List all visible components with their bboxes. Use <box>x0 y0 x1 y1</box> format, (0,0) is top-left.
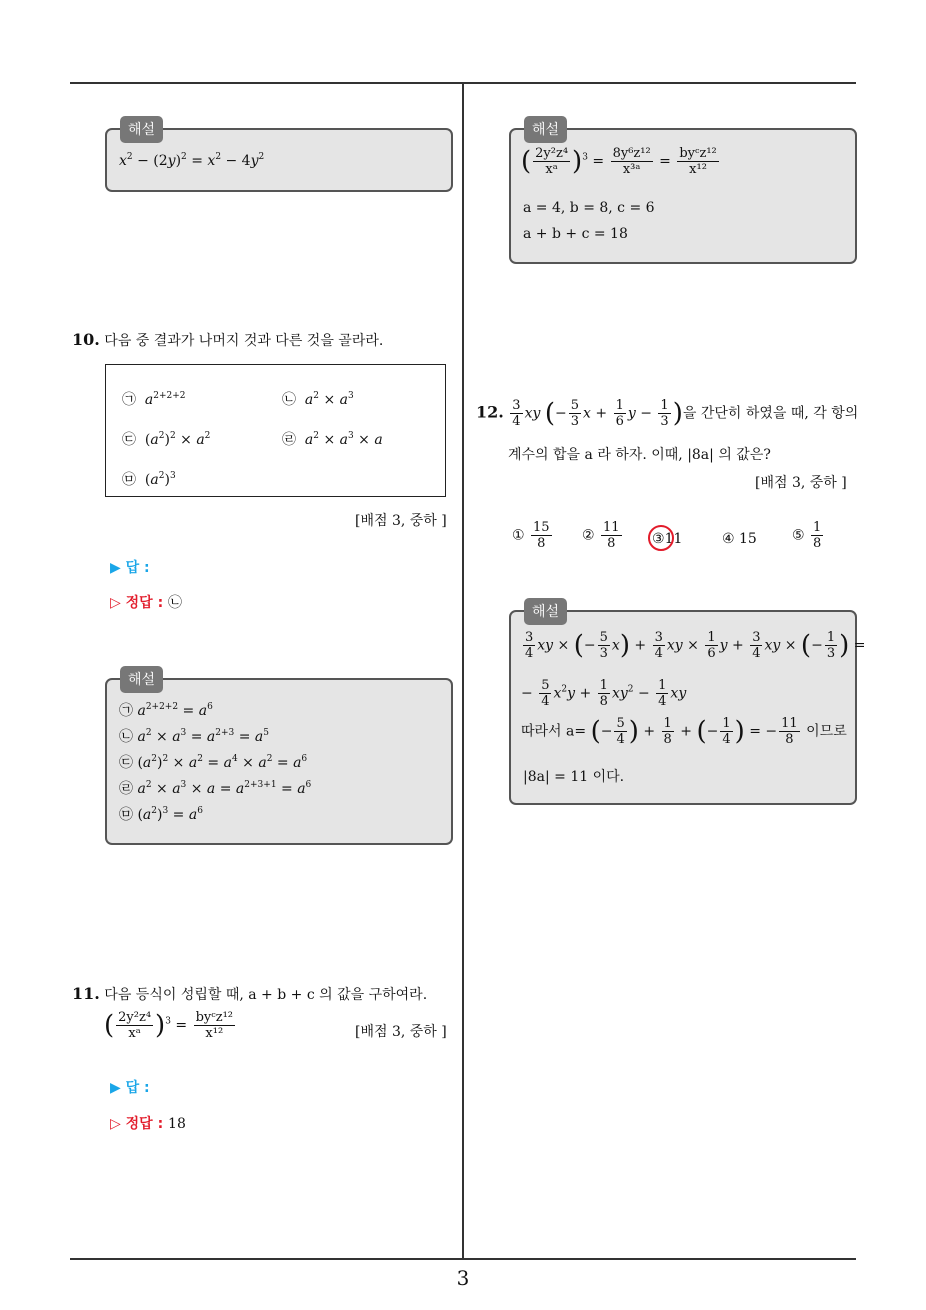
q10-answer-label: ▶ 답 : <box>110 560 150 576</box>
q9-solution-tag: 해설 <box>120 116 163 143</box>
q11-correct-value: 18 <box>168 1116 186 1132</box>
q10-correct: ▷ 정답 : ㉡ <box>110 595 183 611</box>
q12-solution-tag: 해설 <box>524 598 567 625</box>
q11-solution-box <box>509 128 857 264</box>
q11-number: 11. <box>72 984 100 1003</box>
q11-sol-equation: ( $\frac{\text{2y²z⁴}}{\text{xᵃ}}$ )$^3$ = $\frac{\text{8y⁶z¹²}}{\text{x³ᵃ}}$ = $\frac{\text{byᶜz¹²}}{\text{x¹²}}$ <box>521 146 717 177</box>
q11-meta: [배점 3, 중하 ] <box>355 1024 447 1040</box>
q11-sol-line-3: a + b + c = 18 <box>523 226 628 242</box>
q12-choice-3[interactable]: ③11 <box>652 531 683 547</box>
q12-question: 12. $\frac{3}{4}$ xy (− $\frac{5}{3}$ x + $\frac{1}{6}$ y − $\frac{1}{3}$ )을 간단히 하였을 때, 각 항의 <box>476 398 859 429</box>
q11-solution-tag: 해설 <box>524 116 567 143</box>
q12-number: 12. <box>476 402 504 422</box>
q12-choice-4[interactable]: ④ 15 <box>722 531 757 547</box>
q10-question-text: 다음 중 결과가 나머지 것과 다른 것을 골라라. <box>104 333 384 349</box>
bottom-rule <box>70 1258 856 1260</box>
q10-choice-d[interactable]: ㉣ $a^2 \times a^3 \times a$ <box>282 431 383 448</box>
q11-correct: ▷ 정답 : 18 <box>110 1116 186 1132</box>
q12-sol-line-3: 따라서 a= (− $\frac{5}{4}$ ) + $\frac{1}{8}$ + (− $\frac{1}{4}$ ) = − $\frac{11}{8}$ 이므로 <box>521 716 847 747</box>
q10-sol-line-1: ㉠ $a^{2+2+2} = a^6$ <box>119 702 213 719</box>
q10-choice-c[interactable]: ㉢ $(a^2)^2 \times a^2$ <box>122 431 211 448</box>
q10-sol-line-3: ㉢ $(a^2)^2 \times a^2 = a^4 \times a^2 = a^6$ <box>119 754 308 771</box>
q12-question-line2: 계수의 합을 a 라 하자. 이때, |8a| 의 값은? <box>508 447 771 463</box>
q10-choice-box <box>105 364 446 497</box>
q12-selected-mark <box>648 525 674 551</box>
q10-solution-tag: 해설 <box>120 666 163 693</box>
page-number: 3 <box>456 1266 470 1290</box>
q10-sol-line-2: ㉡ $a^2 \times a^3 = a^{2+3} = a^5$ <box>119 728 270 745</box>
q12-question-tail: 을 간단히 하였을 때, 각 항의 <box>682 405 859 422</box>
q11-equation: ( $\frac{\text{2y²z⁴}}{\text{xᵃ}}$ )$^3$ = $\frac{\text{byᶜz¹²}}{\text{x¹²}}$ <box>104 1010 234 1041</box>
q10-correct-value: ㉡ <box>168 595 183 611</box>
q10-sol-line-4: ㉣ $a^2 \times a^3 \times a = a^{2+3+1} = a^6$ <box>119 780 312 797</box>
q12-choice-5[interactable]: ⑤ $\frac{1}{8}$ <box>792 520 822 551</box>
q10-question <box>72 330 383 350</box>
q10-number: 10. <box>72 330 100 349</box>
q9-solution-line: $x^2 - (2y)^2 = x^2 - 4y^2$ <box>119 152 265 169</box>
q12-choice-1[interactable]: ① $\frac{15}{8}$ <box>512 520 550 551</box>
q10-choice-b[interactable]: ㉡ $a^2 \times a^3$ <box>282 391 354 408</box>
q10-meta: [배점 3, 중하 ] <box>355 513 447 529</box>
q12-choice-2[interactable]: ② $\frac{11}{8}$ <box>582 520 620 551</box>
q10-choice-a[interactable]: ㉠ $a^{2+2+2}$ <box>122 391 186 408</box>
q12-solution-box <box>509 610 866 805</box>
q11-question <box>72 984 427 1004</box>
q10-solution-box <box>105 678 453 845</box>
q12-sol-line-4: |8a| = 11 이다. <box>523 769 625 785</box>
q11-sol-line-2: a = 4, b = 8, c = 6 <box>523 200 655 216</box>
q10-choice-e[interactable]: ㉤ $(a^2)^3$ <box>122 471 176 488</box>
q12-sol-line-1: $\frac{3}{4}$ xy × (− $\frac{5}{3}$ x) + $\frac{3}{4}$ xy × $\frac{1}{6}$ y + $\frac{3}{4}$ xy × (− $\frac{1}{3}$ ) = <box>525 630 866 661</box>
q12-sol-line-2: − $\frac{5}{4}$ $x^2y$ + $\frac{1}{8}$ $xy^2$ − $\frac{1}{4}$ xy <box>521 678 687 709</box>
q11-answer-label: ▶ 답 : <box>110 1080 150 1096</box>
column-divider <box>462 83 464 1259</box>
q11-question-text: 다음 등식이 성립할 때, a + b + c 의 값을 구하여라. <box>104 987 428 1003</box>
q12-meta: [배점 3, 중하 ] <box>755 475 847 491</box>
q10-sol-line-5: ㉤ $(a^2)^3 = a^6$ <box>119 806 203 823</box>
